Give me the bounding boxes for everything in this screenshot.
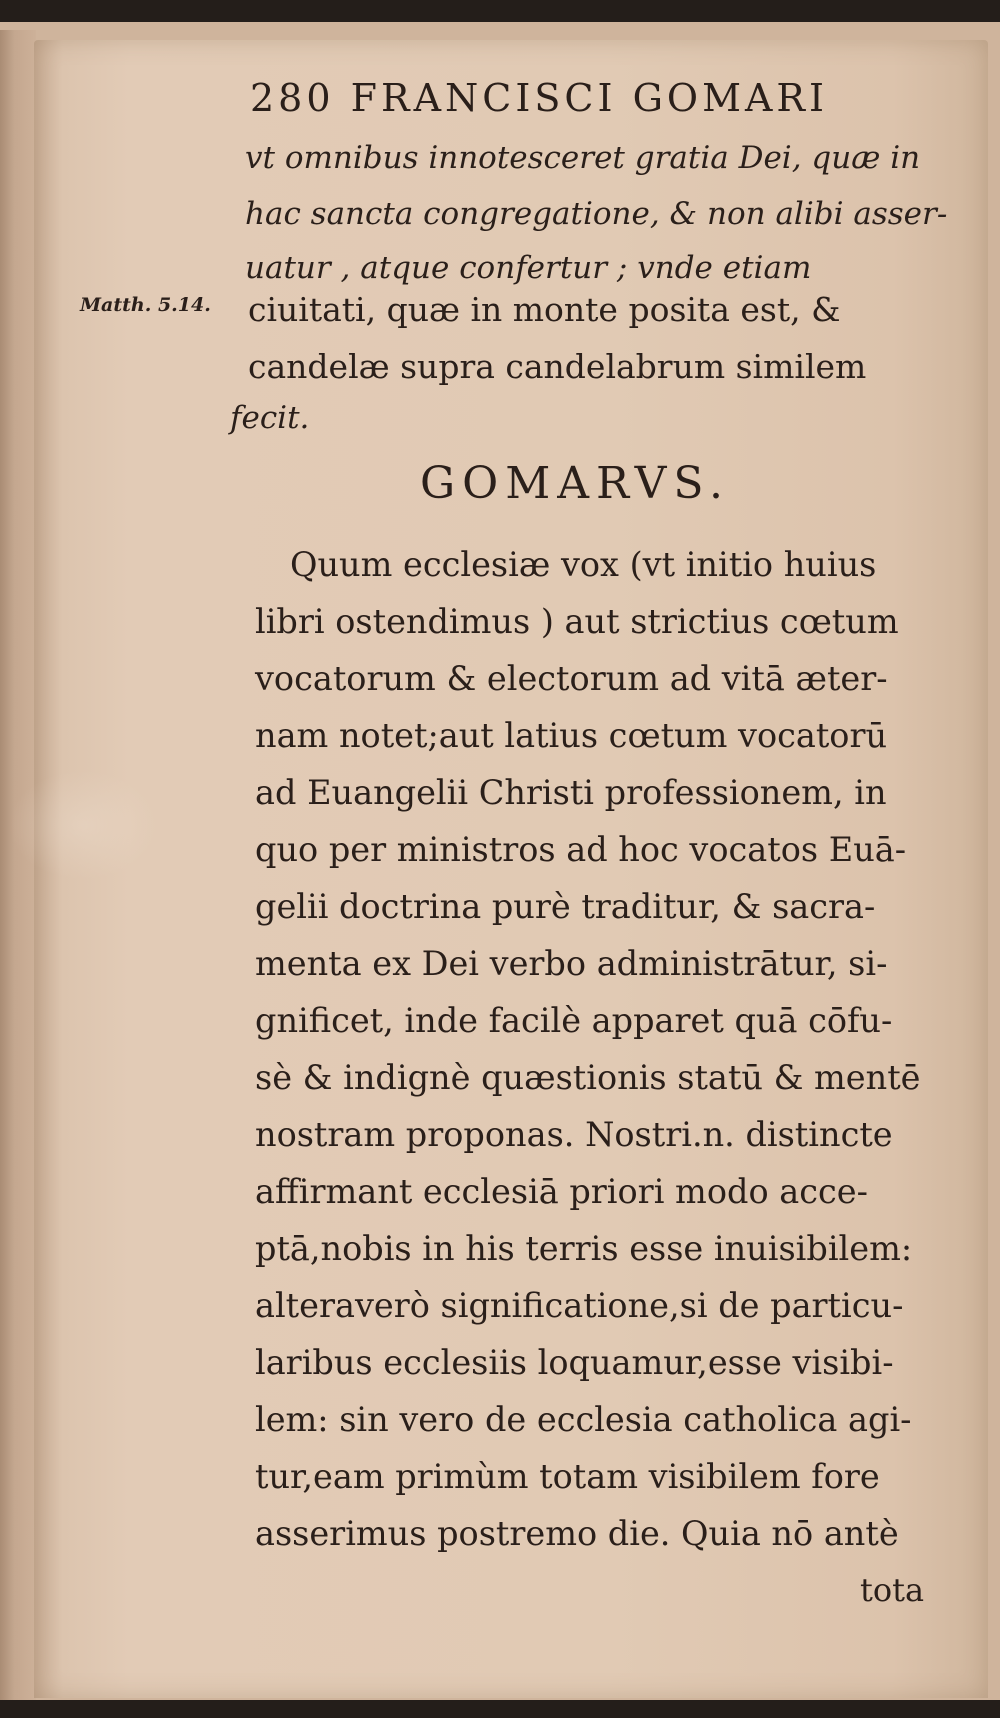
- body-line-15: laribus ecclesiis loquamur,esse visibi-: [255, 1343, 894, 1382]
- body-line-18: asserimus postremo die. Quia nō antè: [255, 1514, 899, 1553]
- body-line-3: vocatorum & electorum ad vitā æter-: [255, 659, 888, 698]
- page-tab-mark: [8, 770, 158, 880]
- body-line-8: menta ex Dei verbo administrātur, si-: [255, 944, 888, 983]
- body-line-9: gnificet, inde facilè apparet quā cōfu-: [255, 1001, 893, 1040]
- body-line-1: Quum ecclesiæ vox (vt initio huius: [290, 545, 877, 584]
- running-head: 280 FRANCISCI GOMARI: [250, 76, 829, 120]
- body-line-7: gelii doctrina purè traditur, & sacra-: [255, 887, 876, 926]
- italic-line-3: uatur , atque confertur ; vnde etiam: [245, 250, 812, 286]
- bottom-shadow: [0, 1700, 1000, 1718]
- page: [34, 40, 988, 1698]
- roman-line-1: ciuitati, quæ in monte posita est, &: [248, 290, 841, 329]
- margin-note: Matth. 5.14.: [80, 294, 211, 316]
- catchword: tota: [860, 1571, 925, 1609]
- body-line-12: affirmant ecclesiā priori modo acce-: [255, 1172, 868, 1211]
- italic-line-1: vt omnibus innotesceret gratia Dei, quæ in: [245, 140, 921, 176]
- page-edges: [0, 30, 36, 1710]
- body-line-2: libri ostendimus ) aut strictius cœtum: [255, 602, 899, 641]
- body-line-4: nam notet;aut latius cœtum vocatorū: [255, 716, 888, 755]
- final-italic: fecit.: [230, 400, 310, 436]
- body-line-11: nostram proponas. Nostri.n. distincte: [255, 1115, 893, 1154]
- section-heading: GOMARVS.: [420, 458, 730, 509]
- body-line-16: lem: sin vero de ecclesia catholica agi-: [255, 1400, 912, 1439]
- body-line-13: ptā,nobis in his terris esse inuisibilem:: [255, 1229, 913, 1268]
- body-line-5: ad Euangelii Christi professionem, in: [255, 773, 887, 812]
- italic-line-2: hac sancta congregatione, & non alibi asser-: [245, 196, 948, 232]
- body-line-10: sè & indignè quæstionis statū & mentē: [255, 1058, 921, 1097]
- body-line-14: alteraverò significatione,si de particu-: [255, 1286, 904, 1325]
- roman-line-2: candelæ supra candelabrum similem: [248, 347, 867, 386]
- body-line-17: tur,eam primùm totam visibilem fore: [255, 1457, 880, 1496]
- body-line-6: quo per ministros ad hoc vocatos Euā-: [255, 830, 907, 869]
